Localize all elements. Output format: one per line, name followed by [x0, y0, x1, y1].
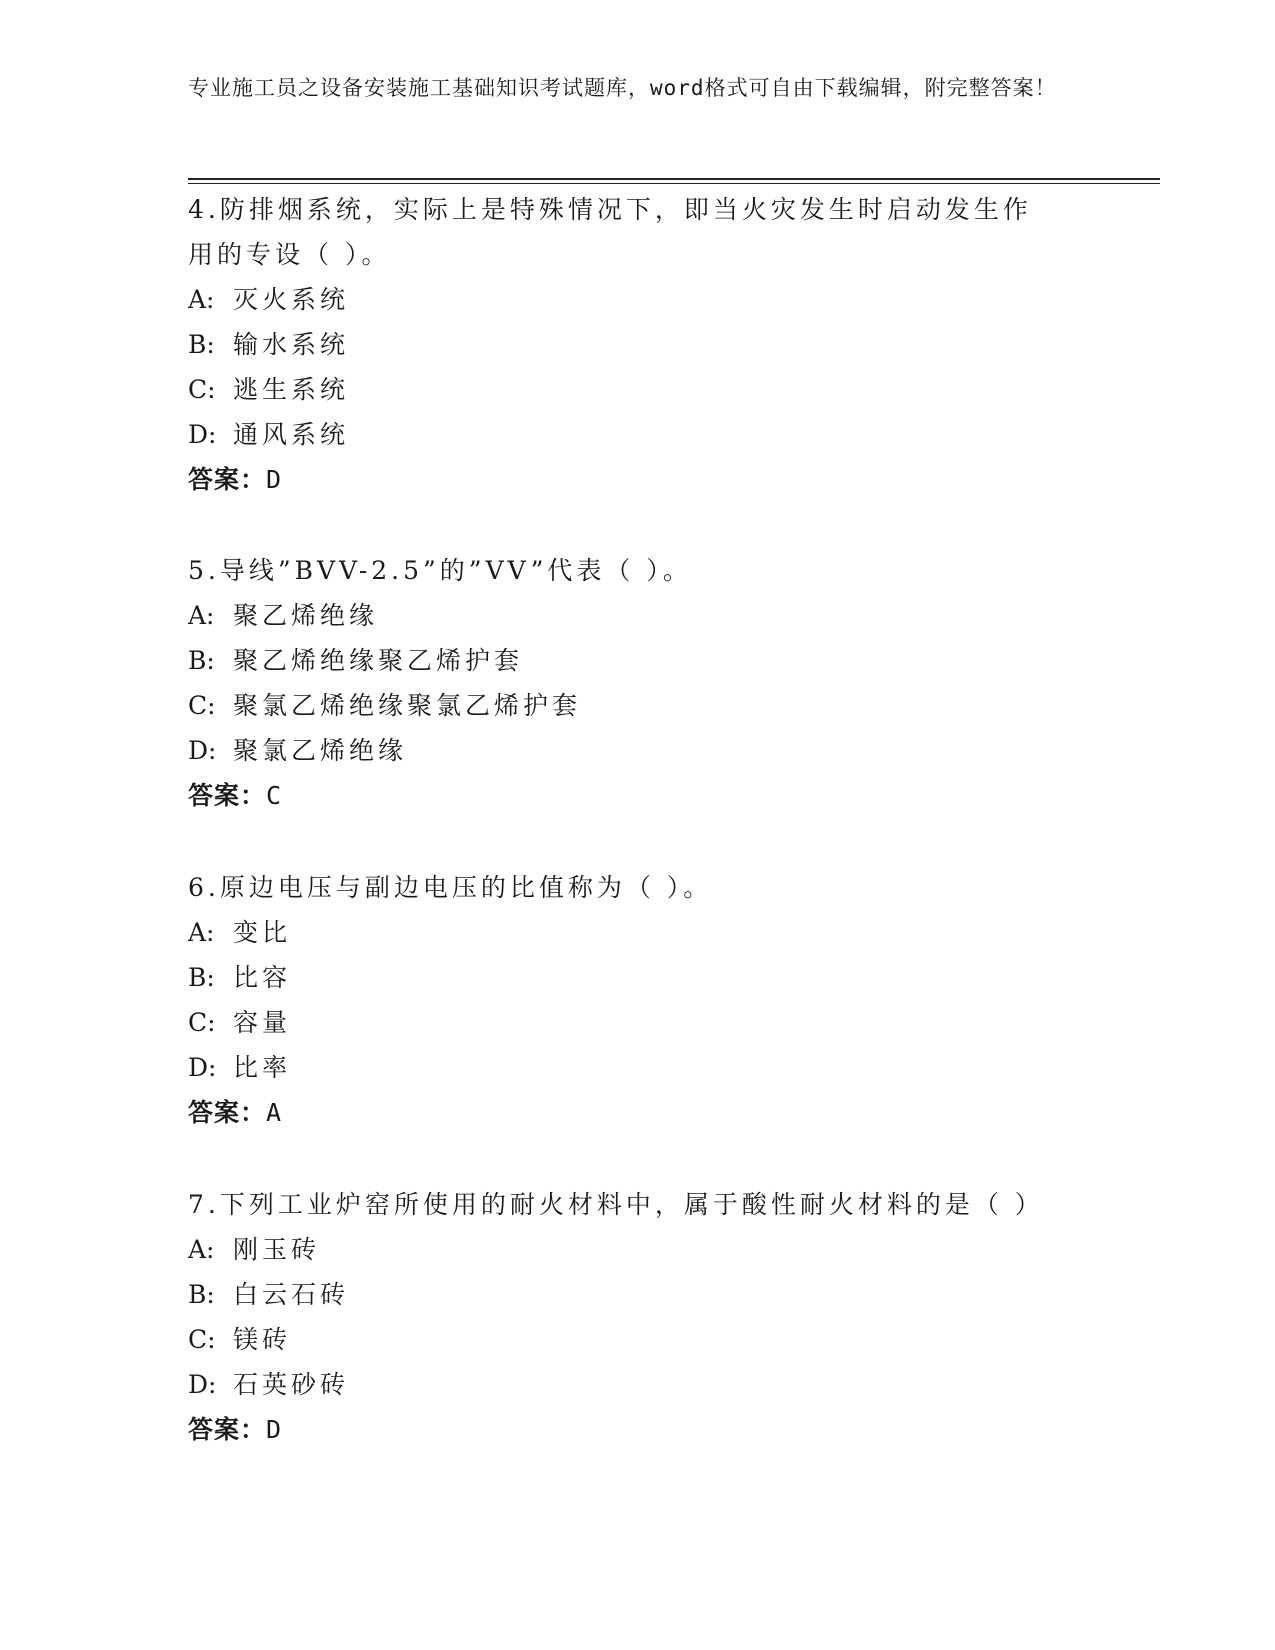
option-text: 刚玉砖	[233, 1235, 321, 1264]
option-text: 聚乙烯绝缘	[233, 601, 379, 630]
answer-value: A	[266, 1098, 283, 1127]
option-letter: A:	[188, 1235, 215, 1264]
option-letter: C:	[188, 1325, 216, 1354]
option-letter: D:	[188, 420, 217, 449]
option-text: 聚乙烯绝缘聚乙烯护套	[233, 646, 524, 675]
option-c	[188, 683, 1088, 728]
option-text: 灭火系统	[233, 285, 350, 314]
option-c	[188, 1000, 1088, 1045]
answer-label: 答案：	[188, 465, 267, 494]
option-d	[188, 728, 1088, 773]
question-item	[188, 548, 1088, 818]
answer-value: C	[266, 781, 283, 810]
header-divider-thin	[188, 183, 1160, 184]
option-d	[188, 1362, 1088, 1407]
option-b	[188, 322, 1088, 367]
option-text: 比容	[233, 963, 292, 992]
option-letter: C:	[188, 691, 216, 720]
option-text: 逃生系统	[233, 375, 350, 404]
option-letter: A:	[188, 285, 215, 314]
option-text: 容量	[233, 1008, 292, 1037]
option-letter: D:	[188, 1053, 217, 1082]
document-header: 专业施工员之设备安装施工基础知识考试题库，word格式可自由下载编辑，附完整答案！	[188, 76, 1057, 100]
option-text: 输水系统	[233, 330, 350, 359]
option-letter: D:	[188, 1370, 217, 1399]
option-text: 石英砂砖	[233, 1370, 350, 1399]
question-item	[188, 187, 1088, 502]
option-c	[188, 1317, 1088, 1362]
option-letter: B:	[188, 963, 215, 992]
option-text: 镁砖	[233, 1325, 292, 1354]
option-letter: B:	[188, 1280, 215, 1309]
option-b	[188, 1272, 1088, 1317]
option-text: 比率	[233, 1053, 292, 1082]
answer-label: 答案：	[188, 1098, 267, 1127]
option-letter: C:	[188, 375, 216, 404]
option-a	[188, 1227, 1088, 1272]
question-stem: 6.原边电压与副边电压的比值称为（ ）。	[188, 873, 713, 902]
header-divider	[188, 178, 1160, 180]
answer-value: D	[266, 465, 283, 494]
option-letter: D:	[188, 736, 217, 765]
question-stem: 5.导线”BVV-2.5”的”VV”代表（ ）。	[188, 556, 692, 585]
question-item	[188, 1182, 1088, 1452]
answer-line	[188, 457, 1088, 502]
option-d	[188, 1045, 1088, 1090]
answer-line	[188, 1090, 1088, 1135]
option-letter: C:	[188, 1008, 216, 1037]
option-letter: B:	[188, 330, 215, 359]
option-text: 聚氯乙烯绝缘聚氯乙烯护套	[233, 691, 582, 720]
option-b	[188, 638, 1088, 683]
option-c	[188, 367, 1088, 412]
option-letter: B:	[188, 646, 215, 675]
option-d	[188, 412, 1088, 457]
answer-value: D	[266, 1415, 283, 1444]
option-text: 变比	[233, 918, 292, 947]
question-stem: 4.防排烟系统，实际上是特殊情况下，即当火灾发生时启动发生作用的专设（ ）。	[188, 195, 1032, 269]
option-letter: A:	[188, 601, 215, 630]
option-b	[188, 955, 1088, 1000]
question-item	[188, 865, 1088, 1135]
answer-label: 答案：	[188, 781, 267, 810]
option-text: 聚氯乙烯绝缘	[233, 736, 408, 765]
option-a	[188, 910, 1088, 955]
option-a	[188, 277, 1088, 322]
option-a	[188, 593, 1088, 638]
answer-label: 答案：	[188, 1415, 267, 1444]
answer-line	[188, 773, 1088, 818]
answer-line	[188, 1407, 1088, 1452]
question-stem: 7.下列工业炉窑所使用的耐火材料中，属于酸性耐火材料的是（ ）	[188, 1190, 1044, 1219]
option-letter: A:	[188, 918, 215, 947]
option-text: 白云石砖	[233, 1280, 350, 1309]
option-text: 通风系统	[233, 420, 350, 449]
